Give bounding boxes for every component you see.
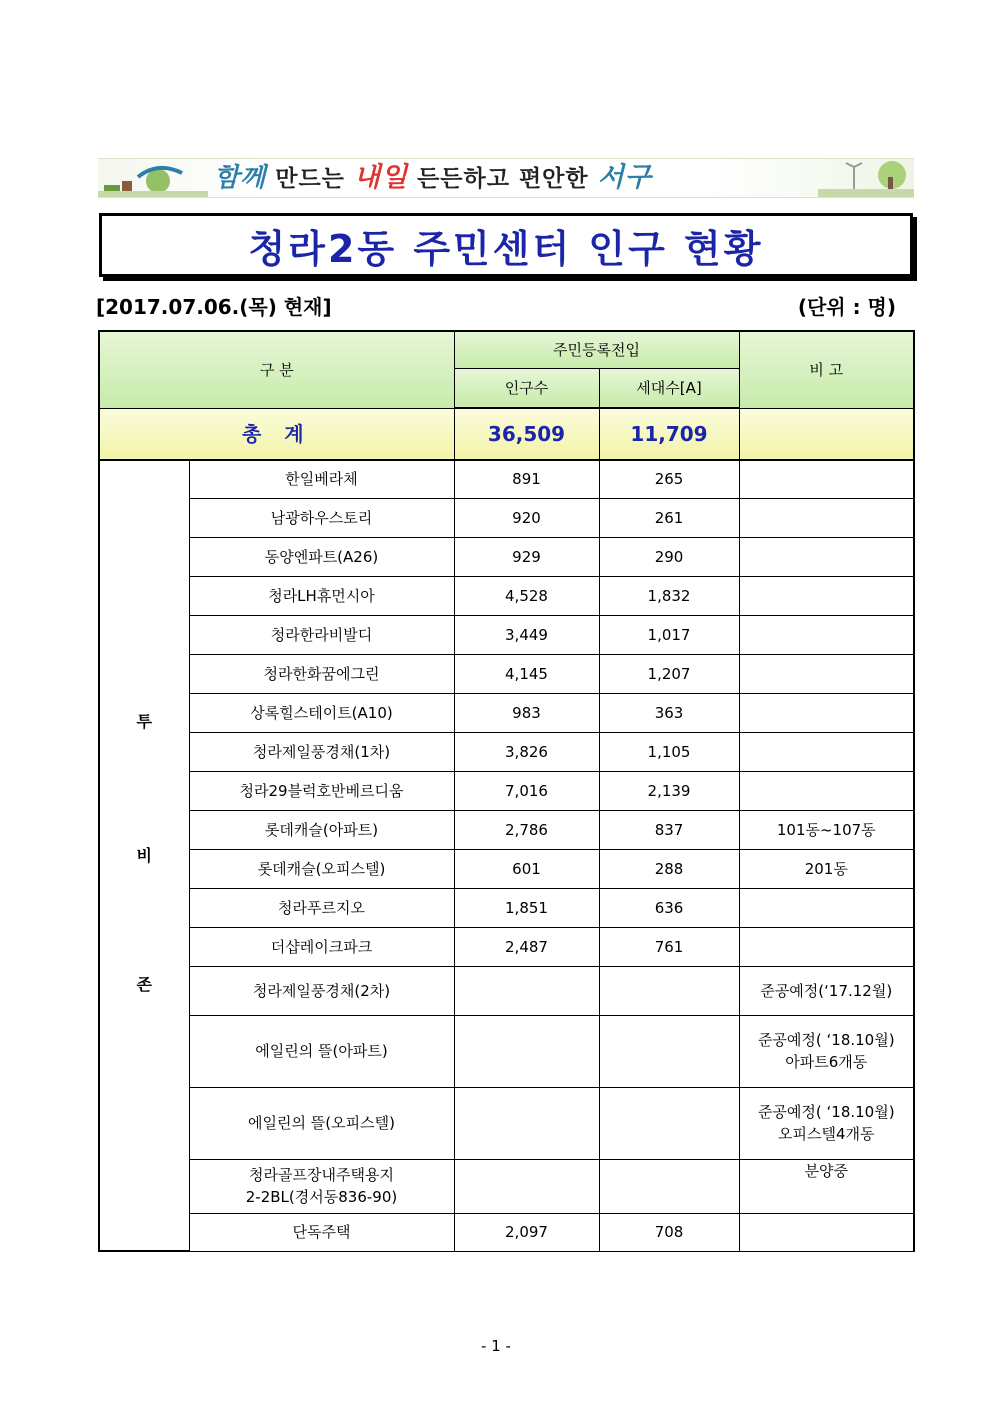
table-row <box>99 693 914 732</box>
row-name-text: 에일린의 뜰(오피스텔) <box>248 1114 395 1132</box>
row-households: 1,832 <box>599 576 739 615</box>
row-name-text-line2: 2-2BL(경서동836-90) <box>245 1188 398 1206</box>
row-remarks <box>739 1087 914 1159</box>
total-row <box>99 408 914 460</box>
slogan-banner <box>98 158 914 198</box>
row-households <box>599 1159 739 1213</box>
row-population: 4,145 <box>454 654 599 693</box>
row-name-text: 단독주택 <box>292 1223 351 1241</box>
total-households: 11,709 <box>599 408 739 460</box>
row-name <box>189 849 454 888</box>
row-name <box>189 732 454 771</box>
header-households: 세대수[A] <box>599 368 739 408</box>
row-population: 891 <box>454 460 599 498</box>
row-remarks <box>739 537 914 576</box>
row-name-text: 청라한라비발디 <box>270 625 373 644</box>
row-households: 1,105 <box>599 732 739 771</box>
table-row <box>99 537 914 576</box>
unit-label: (단위 : 명) <box>797 295 896 319</box>
row-population: 920 <box>454 498 599 537</box>
row-remarks-text: 101동~107동 <box>776 820 876 839</box>
table-row <box>99 576 914 615</box>
row-households <box>599 1087 739 1159</box>
row-name <box>189 460 454 498</box>
page-title: 청라2동 주민센터 인구 현황 <box>248 226 764 271</box>
row-households: 261 <box>599 498 739 537</box>
table-row <box>99 966 914 1015</box>
row-name-text: 청라LH휴먼시아 <box>268 586 375 605</box>
table-row <box>99 810 914 849</box>
total-label: 총 계 <box>99 408 454 460</box>
row-name <box>189 810 454 849</box>
row-households: 708 <box>599 1213 739 1251</box>
row-name <box>189 654 454 693</box>
row-name-text: 청라제일풍경채(1차) <box>252 742 391 761</box>
total-remarks <box>739 408 914 460</box>
table-row <box>99 498 914 537</box>
row-name-text: 남광하우스토리 <box>270 508 373 527</box>
row-name-text: 에일린의 뜰(아파트) <box>255 1042 388 1060</box>
row-name <box>189 888 454 927</box>
row-name-text: 더샵레이크파크 <box>270 937 373 956</box>
row-households: 761 <box>599 927 739 966</box>
row-remarks-text-line2: 오피스텔4개동 <box>778 1125 875 1143</box>
slogan-text <box>214 162 652 194</box>
table-row <box>99 1015 914 1087</box>
row-households: 1,017 <box>599 615 739 654</box>
table-row <box>99 771 914 810</box>
row-name-text: 청라제일풍경채(2차) <box>252 981 391 1000</box>
row-name <box>189 498 454 537</box>
slogan-part-1: 함께 <box>214 163 267 193</box>
row-population: 2,487 <box>454 927 599 966</box>
row-name <box>189 1015 454 1087</box>
row-name-text: 청라푸르지오 <box>278 898 365 917</box>
row-remarks-text: 준공예정( ‘18.10월) <box>757 1103 895 1121</box>
row-population: 983 <box>454 693 599 732</box>
row-name-text: 롯데캐슬(아파트) <box>264 820 379 839</box>
table-row <box>99 1087 914 1159</box>
row-name <box>189 966 454 1015</box>
slogan-part-2: 만드는 <box>266 166 354 192</box>
row-name-text: 한일베라체 <box>285 470 358 489</box>
row-remarks <box>739 576 914 615</box>
row-population: 3,826 <box>454 732 599 771</box>
row-households <box>599 966 739 1015</box>
row-name <box>189 927 454 966</box>
row-name <box>189 1159 454 1213</box>
row-name-text: 청라한화꿈에그린 <box>263 664 380 683</box>
header-category: 구 분 <box>99 331 454 408</box>
table-row <box>99 888 914 927</box>
row-households: 290 <box>599 537 739 576</box>
category-char: 존 <box>136 975 152 994</box>
row-population: 2,786 <box>454 810 599 849</box>
row-remarks <box>739 460 914 498</box>
row-remarks <box>739 1015 914 1087</box>
row-remarks <box>739 966 914 1015</box>
row-remarks-text: 준공예정( ‘18.10월) <box>757 1031 895 1049</box>
table-row <box>99 1213 914 1251</box>
row-population <box>454 1087 599 1159</box>
row-population: 1,851 <box>454 888 599 927</box>
category-char: 비 <box>136 846 152 865</box>
row-remarks-text: 201동 <box>804 859 848 878</box>
table-row <box>99 615 914 654</box>
table-row <box>99 1159 914 1213</box>
row-remarks <box>739 771 914 810</box>
row-households <box>599 1015 739 1087</box>
row-population: 601 <box>454 849 599 888</box>
slogan-part-5: 서구 <box>597 162 652 193</box>
page-number: - 1 - <box>481 1337 511 1355</box>
row-name <box>189 771 454 810</box>
row-name-text: 청라29블럭호반베르디움 <box>239 781 404 800</box>
row-population: 929 <box>454 537 599 576</box>
row-households: 265 <box>599 460 739 498</box>
table-row <box>99 460 914 498</box>
row-remarks-text: 준공예정(‘17.12월) <box>760 981 893 1000</box>
row-name <box>189 537 454 576</box>
row-households: 837 <box>599 810 739 849</box>
row-remarks <box>739 810 914 849</box>
row-remarks <box>739 1159 914 1213</box>
row-population: 4,528 <box>454 576 599 615</box>
row-remarks <box>739 888 914 927</box>
row-name <box>189 693 454 732</box>
slogan-part-3: 내일 <box>353 162 409 193</box>
table-row <box>99 849 914 888</box>
row-households: 1,207 <box>599 654 739 693</box>
header-remarks: 비 고 <box>739 331 914 408</box>
row-name-text: 청라골프장내주택용지 <box>249 1166 394 1184</box>
row-remarks <box>739 498 914 537</box>
row-remarks <box>739 1213 914 1251</box>
row-population <box>454 1159 599 1213</box>
row-name-text: 상록힐스테이트(A10) <box>250 703 393 722</box>
row-households: 2,139 <box>599 771 739 810</box>
category-char: 투 <box>136 712 152 731</box>
row-population: 7,016 <box>454 771 599 810</box>
table-row <box>99 927 914 966</box>
table-row <box>99 732 914 771</box>
table-row <box>99 654 914 693</box>
population-table <box>98 330 915 1252</box>
row-remarks <box>739 654 914 693</box>
slogan-part-4: 든든하고 편안한 <box>408 166 598 192</box>
row-name <box>189 1087 454 1159</box>
category-cell <box>99 460 189 1251</box>
row-population: 2,097 <box>454 1213 599 1251</box>
row-remarks <box>739 732 914 771</box>
total-population: 36,509 <box>454 408 599 460</box>
row-remarks <box>739 615 914 654</box>
row-population <box>454 1015 599 1087</box>
row-remarks-text-line2: 아파트6개동 <box>785 1053 868 1071</box>
row-name <box>189 1213 454 1251</box>
row-name <box>189 576 454 615</box>
title-box <box>99 213 913 277</box>
row-population <box>454 966 599 1015</box>
row-name <box>189 615 454 654</box>
row-households: 363 <box>599 693 739 732</box>
row-households: 288 <box>599 849 739 888</box>
header-group: 주민등록전입 <box>454 331 739 368</box>
date-label: [2017.07.06.(목) 현재] <box>96 295 332 319</box>
header-population: 인구수 <box>454 368 599 408</box>
row-name-text: 동양엔파트(A26) <box>264 547 379 566</box>
row-remarks <box>739 693 914 732</box>
row-population: 3,449 <box>454 615 599 654</box>
row-remarks <box>739 927 914 966</box>
row-households: 636 <box>599 888 739 927</box>
row-remarks <box>739 849 914 888</box>
row-name-text: 롯데캐슬(오피스텔) <box>257 859 386 878</box>
row-remarks-text: 분양중 <box>804 1161 848 1180</box>
